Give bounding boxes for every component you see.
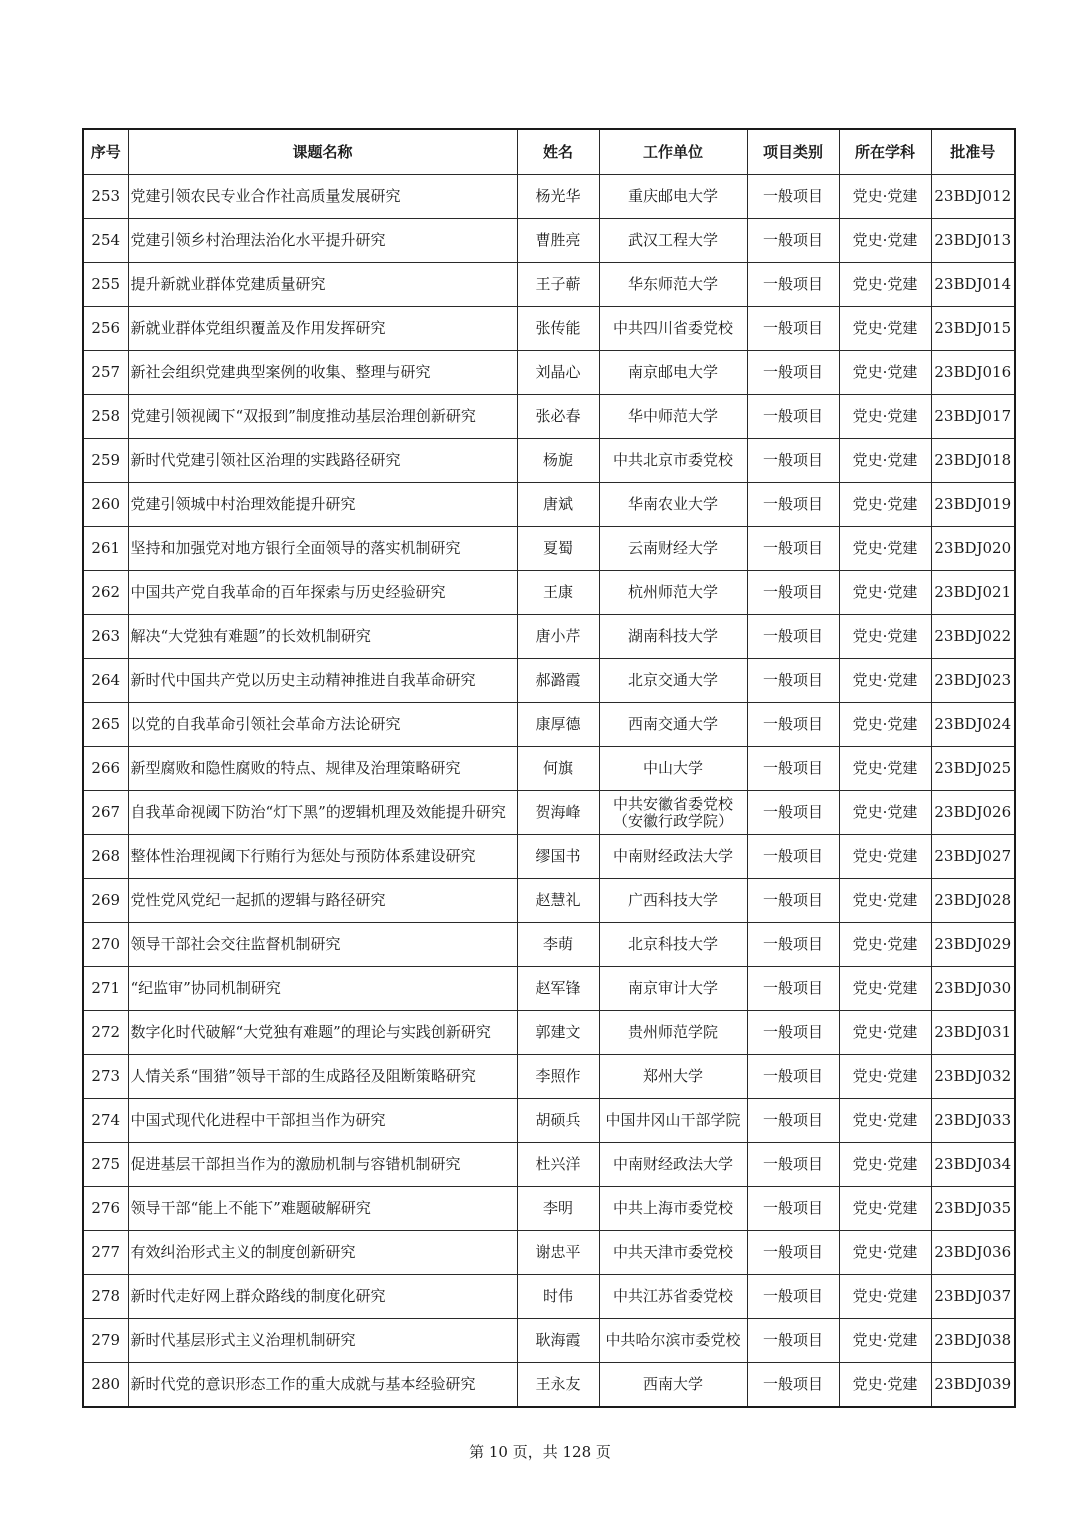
category-cell: 一般项目 xyxy=(747,967,839,1011)
unit-cell: 中共上海市委党校 xyxy=(599,1187,747,1231)
name-cell: 张必春 xyxy=(517,395,599,439)
table-row xyxy=(83,439,1015,483)
name-cell: 胡硕兵 xyxy=(517,1099,599,1143)
serial-cell: 263 xyxy=(83,615,128,659)
category-cell: 一般项目 xyxy=(747,659,839,703)
title-cell: 党性党风党纪一起抓的逻辑与路径研究 xyxy=(128,879,517,923)
serial-cell: 255 xyxy=(83,263,128,307)
code-cell: 23BDJ029 xyxy=(931,923,1015,967)
serial-cell: 266 xyxy=(83,747,128,791)
category-cell: 一般项目 xyxy=(747,175,839,219)
unit-cell: 广西科技大学 xyxy=(599,879,747,923)
serial-cell: 259 xyxy=(83,439,128,483)
serial-cell: 256 xyxy=(83,307,128,351)
unit-cell: 北京科技大学 xyxy=(599,923,747,967)
header-serial: 序号 xyxy=(83,129,128,175)
subject-cell: 党史·党建 xyxy=(839,791,931,835)
subject-cell: 党史·党建 xyxy=(839,1055,931,1099)
code-cell: 23BDJ018 xyxy=(931,439,1015,483)
title-cell: 党建引领乡村治理法治化水平提升研究 xyxy=(128,219,517,263)
category-cell: 一般项目 xyxy=(747,615,839,659)
subject-cell: 党史·党建 xyxy=(839,1187,931,1231)
unit-cell: 杭州师范大学 xyxy=(599,571,747,615)
header-category: 项目类别 xyxy=(747,129,839,175)
subject-cell: 党史·党建 xyxy=(839,967,931,1011)
table-row xyxy=(83,307,1015,351)
project-table xyxy=(82,128,1016,1408)
header-name: 姓名 xyxy=(517,129,599,175)
code-cell: 23BDJ017 xyxy=(931,395,1015,439)
code-cell: 23BDJ039 xyxy=(931,1363,1015,1408)
table-row xyxy=(83,571,1015,615)
name-cell: 赵慧礼 xyxy=(517,879,599,923)
title-cell: 坚持和加强党对地方银行全面领导的落实机制研究 xyxy=(128,527,517,571)
table-row xyxy=(83,703,1015,747)
title-cell: “纪监审”协同机制研究 xyxy=(128,967,517,1011)
unit-cell: 南京审计大学 xyxy=(599,967,747,1011)
subject-cell: 党史·党建 xyxy=(839,527,931,571)
name-cell: 王康 xyxy=(517,571,599,615)
table-row xyxy=(83,923,1015,967)
serial-cell: 261 xyxy=(83,527,128,571)
table-row xyxy=(83,879,1015,923)
name-cell: 王子蕲 xyxy=(517,263,599,307)
serial-cell: 280 xyxy=(83,1363,128,1408)
subject-cell: 党史·党建 xyxy=(839,307,931,351)
category-cell: 一般项目 xyxy=(747,307,839,351)
table-row xyxy=(83,615,1015,659)
header-row xyxy=(83,129,1015,175)
title-cell: 新时代中国共产党以历史主动精神推进自我革命研究 xyxy=(128,659,517,703)
unit-cell: 华南农业大学 xyxy=(599,483,747,527)
category-cell: 一般项目 xyxy=(747,527,839,571)
table-row xyxy=(83,219,1015,263)
name-cell: 刘晶心 xyxy=(517,351,599,395)
category-cell: 一般项目 xyxy=(747,1011,839,1055)
table-row xyxy=(83,1231,1015,1275)
name-cell: 郝潞霞 xyxy=(517,659,599,703)
subject-cell: 党史·党建 xyxy=(839,879,931,923)
subject-cell: 党史·党建 xyxy=(839,483,931,527)
table-row xyxy=(83,1099,1015,1143)
header-code: 批准号 xyxy=(931,129,1015,175)
title-cell: 促进基层干部担当作为的激励机制与容错机制研究 xyxy=(128,1143,517,1187)
category-cell: 一般项目 xyxy=(747,1231,839,1275)
table-row xyxy=(83,1011,1015,1055)
serial-cell: 269 xyxy=(83,879,128,923)
name-cell: 李照作 xyxy=(517,1055,599,1099)
category-cell: 一般项目 xyxy=(747,1143,839,1187)
unit-cell: 贵州师范学院 xyxy=(599,1011,747,1055)
serial-cell: 274 xyxy=(83,1099,128,1143)
code-cell: 23BDJ030 xyxy=(931,967,1015,1011)
code-cell: 23BDJ028 xyxy=(931,879,1015,923)
code-cell: 23BDJ019 xyxy=(931,483,1015,527)
table-row xyxy=(83,1187,1015,1231)
category-cell: 一般项目 xyxy=(747,571,839,615)
serial-cell: 264 xyxy=(83,659,128,703)
name-cell: 唐斌 xyxy=(517,483,599,527)
table-row xyxy=(83,747,1015,791)
title-cell: 领导干部社会交往监督机制研究 xyxy=(128,923,517,967)
header-unit: 工作单位 xyxy=(599,129,747,175)
title-cell: 新时代党建引领社区治理的实践路径研究 xyxy=(128,439,517,483)
category-cell: 一般项目 xyxy=(747,439,839,483)
subject-cell: 党史·党建 xyxy=(839,175,931,219)
name-cell: 张传能 xyxy=(517,307,599,351)
name-cell: 李萌 xyxy=(517,923,599,967)
category-cell: 一般项目 xyxy=(747,219,839,263)
category-cell: 一般项目 xyxy=(747,879,839,923)
unit-cell: 西南大学 xyxy=(599,1363,747,1408)
unit-cell: 南京邮电大学 xyxy=(599,351,747,395)
category-cell: 一般项目 xyxy=(747,1363,839,1408)
title-cell: 中国式现代化进程中干部担当作为研究 xyxy=(128,1099,517,1143)
title-cell: 新社会组织党建典型案例的收集、整理与研究 xyxy=(128,351,517,395)
code-cell: 23BDJ012 xyxy=(931,175,1015,219)
title-cell: 新型腐败和隐性腐败的特点、规律及治理策略研究 xyxy=(128,747,517,791)
subject-cell: 党史·党建 xyxy=(839,923,931,967)
serial-cell: 253 xyxy=(83,175,128,219)
serial-cell: 277 xyxy=(83,1231,128,1275)
unit-cell: 中南财经政法大学 xyxy=(599,1143,747,1187)
category-cell: 一般项目 xyxy=(747,1187,839,1231)
subject-cell: 党史·党建 xyxy=(839,351,931,395)
unit-cell: 西南交通大学 xyxy=(599,703,747,747)
subject-cell: 党史·党建 xyxy=(839,1319,931,1363)
subject-cell: 党史·党建 xyxy=(839,1143,931,1187)
table-row xyxy=(83,483,1015,527)
unit-cell: 华中师范大学 xyxy=(599,395,747,439)
subject-cell: 党史·党建 xyxy=(839,1231,931,1275)
code-cell: 23BDJ023 xyxy=(931,659,1015,703)
subject-cell: 党史·党建 xyxy=(839,571,931,615)
name-cell: 耿海霞 xyxy=(517,1319,599,1363)
unit-cell: 中共四川省委党校 xyxy=(599,307,747,351)
code-cell: 23BDJ022 xyxy=(931,615,1015,659)
code-cell: 23BDJ015 xyxy=(931,307,1015,351)
table-row xyxy=(83,1055,1015,1099)
subject-cell: 党史·党建 xyxy=(839,1363,931,1408)
title-cell: 新时代党的意识形态工作的重大成就与基本经验研究 xyxy=(128,1363,517,1408)
name-cell: 何旗 xyxy=(517,747,599,791)
table-row xyxy=(83,1275,1015,1319)
table-row xyxy=(83,263,1015,307)
subject-cell: 党史·党建 xyxy=(839,395,931,439)
serial-cell: 258 xyxy=(83,395,128,439)
unit-cell: 郑州大学 xyxy=(599,1055,747,1099)
serial-cell: 276 xyxy=(83,1187,128,1231)
title-cell: 中国共产党自我革命的百年探索与历史经验研究 xyxy=(128,571,517,615)
subject-cell: 党史·党建 xyxy=(839,1011,931,1055)
code-cell: 23BDJ034 xyxy=(931,1143,1015,1187)
unit-cell: 武汉工程大学 xyxy=(599,219,747,263)
unit-cell: 中共安徽省委党校（安徽行政学院） xyxy=(599,791,747,835)
category-cell: 一般项目 xyxy=(747,263,839,307)
subject-cell: 党史·党建 xyxy=(839,703,931,747)
code-cell: 23BDJ020 xyxy=(931,527,1015,571)
name-cell: 李明 xyxy=(517,1187,599,1231)
code-cell: 23BDJ035 xyxy=(931,1187,1015,1231)
category-cell: 一般项目 xyxy=(747,1275,839,1319)
subject-cell: 党史·党建 xyxy=(839,1275,931,1319)
title-cell: 解决“大党独有难题”的长效机制研究 xyxy=(128,615,517,659)
subject-cell: 党史·党建 xyxy=(839,263,931,307)
serial-cell: 262 xyxy=(83,571,128,615)
category-cell: 一般项目 xyxy=(747,395,839,439)
title-cell: 党建引领视阈下“双报到”制度推动基层治理创新研究 xyxy=(128,395,517,439)
unit-cell: 云南财经大学 xyxy=(599,527,747,571)
unit-cell: 中共哈尔滨市委党校 xyxy=(599,1319,747,1363)
name-cell: 郭建文 xyxy=(517,1011,599,1055)
name-cell: 康厚德 xyxy=(517,703,599,747)
code-cell: 23BDJ037 xyxy=(931,1275,1015,1319)
code-cell: 23BDJ032 xyxy=(931,1055,1015,1099)
code-cell: 23BDJ033 xyxy=(931,1099,1015,1143)
serial-cell: 275 xyxy=(83,1143,128,1187)
category-cell: 一般项目 xyxy=(747,1319,839,1363)
serial-cell: 271 xyxy=(83,967,128,1011)
code-cell: 23BDJ016 xyxy=(931,351,1015,395)
table-row xyxy=(83,175,1015,219)
code-cell: 23BDJ031 xyxy=(931,1011,1015,1055)
name-cell: 杜兴洋 xyxy=(517,1143,599,1187)
title-cell: 新时代基层形式主义治理机制研究 xyxy=(128,1319,517,1363)
page-number: 第 10 页，共 128 页 xyxy=(469,1443,611,1461)
serial-cell: 278 xyxy=(83,1275,128,1319)
subject-cell: 党史·党建 xyxy=(839,1099,931,1143)
unit-cell: 中南财经政法大学 xyxy=(599,835,747,879)
serial-cell: 273 xyxy=(83,1055,128,1099)
name-cell: 王永友 xyxy=(517,1363,599,1408)
name-cell: 唐小芹 xyxy=(517,615,599,659)
title-cell: 党建引领农民专业合作社高质量发展研究 xyxy=(128,175,517,219)
subject-cell: 党史·党建 xyxy=(839,659,931,703)
category-cell: 一般项目 xyxy=(747,791,839,835)
category-cell: 一般项目 xyxy=(747,747,839,791)
unit-cell: 中国井冈山干部学院 xyxy=(599,1099,747,1143)
title-cell: 人情关系“围猎”领导干部的生成路径及阻断策略研究 xyxy=(128,1055,517,1099)
name-cell: 缪国书 xyxy=(517,835,599,879)
code-cell: 23BDJ013 xyxy=(931,219,1015,263)
title-cell: 整体性治理视阈下行贿行为惩处与预防体系建设研究 xyxy=(128,835,517,879)
name-cell: 贺海峰 xyxy=(517,791,599,835)
unit-cell: 华东师范大学 xyxy=(599,263,747,307)
code-cell: 23BDJ027 xyxy=(931,835,1015,879)
serial-cell: 270 xyxy=(83,923,128,967)
table-row xyxy=(83,967,1015,1011)
table-row xyxy=(83,395,1015,439)
category-cell: 一般项目 xyxy=(747,835,839,879)
code-cell: 23BDJ025 xyxy=(931,747,1015,791)
code-cell: 23BDJ014 xyxy=(931,263,1015,307)
subject-cell: 党史·党建 xyxy=(839,615,931,659)
code-cell: 23BDJ026 xyxy=(931,791,1015,835)
unit-cell: 中共天津市委党校 xyxy=(599,1231,747,1275)
unit-cell: 中山大学 xyxy=(599,747,747,791)
table-row xyxy=(83,1143,1015,1187)
table-row xyxy=(83,791,1015,835)
serial-cell: 260 xyxy=(83,483,128,527)
serial-cell: 254 xyxy=(83,219,128,263)
unit-cell: 中共江苏省委党校 xyxy=(599,1275,747,1319)
unit-cell: 北京交通大学 xyxy=(599,659,747,703)
unit-cell: 中共北京市委党校 xyxy=(599,439,747,483)
title-cell: 以党的自我革命引领社会革命方法论研究 xyxy=(128,703,517,747)
name-cell: 谢忠平 xyxy=(517,1231,599,1275)
title-cell: 自我革命视阈下防治“灯下黑”的逻辑机理及效能提升研究 xyxy=(128,791,517,835)
title-cell: 提升新就业群体党建质量研究 xyxy=(128,263,517,307)
category-cell: 一般项目 xyxy=(747,1055,839,1099)
category-cell: 一般项目 xyxy=(747,1099,839,1143)
header-title: 课题名称 xyxy=(128,129,517,175)
subject-cell: 党史·党建 xyxy=(839,747,931,791)
code-cell: 23BDJ036 xyxy=(931,1231,1015,1275)
serial-cell: 257 xyxy=(83,351,128,395)
name-cell: 时伟 xyxy=(517,1275,599,1319)
name-cell: 杨旎 xyxy=(517,439,599,483)
table-row xyxy=(83,351,1015,395)
title-cell: 领导干部“能上不能下”难题破解研究 xyxy=(128,1187,517,1231)
unit-cell: 湖南科技大学 xyxy=(599,615,747,659)
code-cell: 23BDJ021 xyxy=(931,571,1015,615)
code-cell: 23BDJ024 xyxy=(931,703,1015,747)
table-row xyxy=(83,659,1015,703)
title-cell: 有效纠治形式主义的制度创新研究 xyxy=(128,1231,517,1275)
title-cell: 新时代走好网上群众路线的制度化研究 xyxy=(128,1275,517,1319)
name-cell: 曹胜亮 xyxy=(517,219,599,263)
serial-cell: 267 xyxy=(83,791,128,835)
serial-cell: 279 xyxy=(83,1319,128,1363)
subject-cell: 党史·党建 xyxy=(839,219,931,263)
serial-cell: 272 xyxy=(83,1011,128,1055)
table-row xyxy=(83,527,1015,571)
header-subject: 所在学科 xyxy=(839,129,931,175)
title-cell: 数字化时代破解“大党独有难题”的理论与实践创新研究 xyxy=(128,1011,517,1055)
name-cell: 杨光华 xyxy=(517,175,599,219)
serial-cell: 268 xyxy=(83,835,128,879)
subject-cell: 党史·党建 xyxy=(839,835,931,879)
subject-cell: 党史·党建 xyxy=(839,439,931,483)
title-cell: 新就业群体党组织覆盖及作用发挥研究 xyxy=(128,307,517,351)
category-cell: 一般项目 xyxy=(747,351,839,395)
code-cell: 23BDJ038 xyxy=(931,1319,1015,1363)
title-cell: 党建引领城中村治理效能提升研究 xyxy=(128,483,517,527)
name-cell: 夏蜀 xyxy=(517,527,599,571)
category-cell: 一般项目 xyxy=(747,483,839,527)
table-row xyxy=(83,1319,1015,1363)
serial-cell: 265 xyxy=(83,703,128,747)
category-cell: 一般项目 xyxy=(747,923,839,967)
category-cell: 一般项目 xyxy=(747,703,839,747)
name-cell: 赵军锋 xyxy=(517,967,599,1011)
table-row xyxy=(83,1363,1015,1408)
table-row xyxy=(83,835,1015,879)
unit-cell: 重庆邮电大学 xyxy=(599,175,747,219)
